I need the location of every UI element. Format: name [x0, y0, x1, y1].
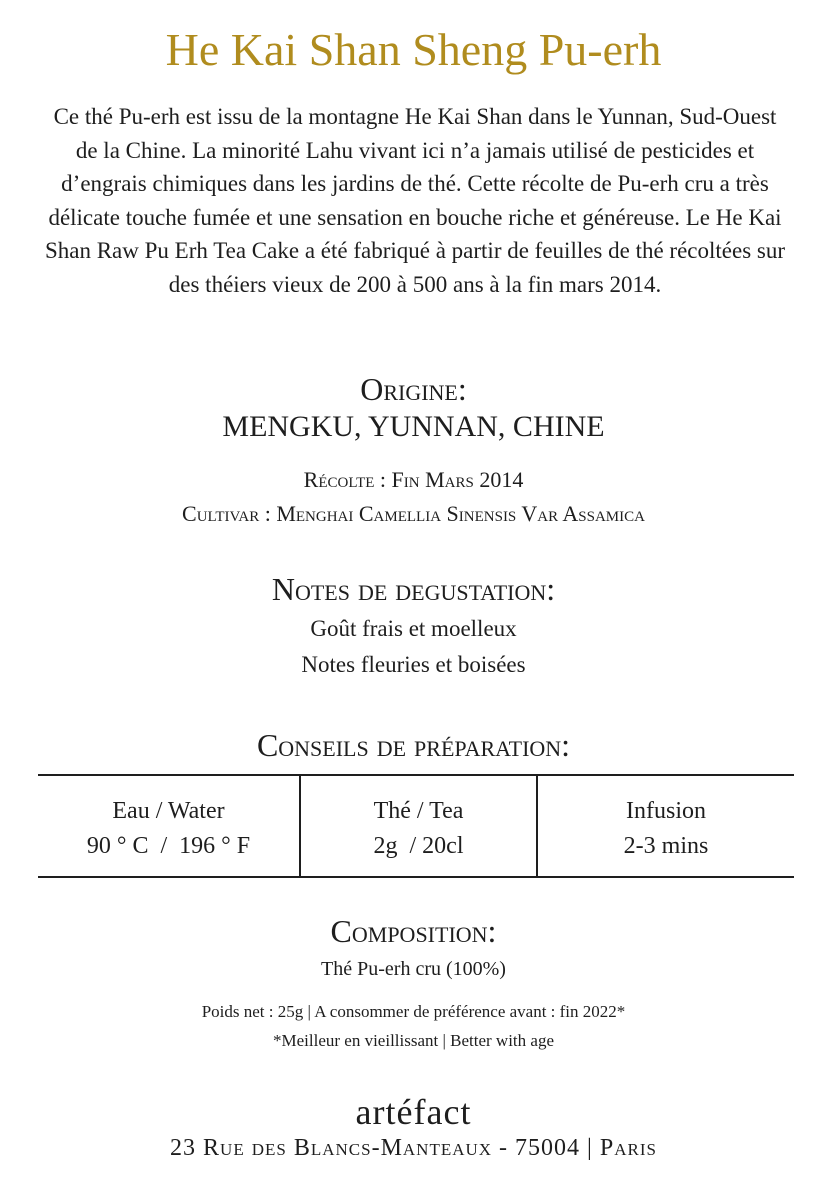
- composition-heading: Composition:: [330, 913, 497, 949]
- tasting-note: Notes fleuries et boisées: [301, 652, 526, 677]
- harvest-info: Récolte : Fin Mars 2014: [303, 467, 524, 492]
- tasting-heading: Notes de degustation:: [271, 571, 556, 607]
- origin-heading: Origine:: [360, 371, 467, 407]
- brand-address: 23 Rue des Blancs-Manteaux - 75004 | Paris: [170, 1135, 657, 1161]
- prep-cell-infusion: [538, 776, 794, 876]
- product-description: Ce thé Pu-erh est issu de la montagne He Kai Shan dans le Yunnan, Sud-Ouest de la Chine. La minorité Lahu vivant ici n’a jamais utilisé de pesticides et d’engrais chimiques dans les jardins de thé. Cette récolte de Pu-erh cru a très délicate touche fumée et une sensation en bouche riche et généreuse. Le He Kai Shan Raw Pu Erh Tea Cake a été fabriqué à partir de feuilles de thé récoltées sur des théiers vieux de 200 à 500 ans à la fin mars 2014.: [44, 104, 786, 297]
- origin-value: MENGKU, YUNNAN, CHINE: [222, 410, 605, 443]
- composition-value: Thé Pu-erh cru (100%): [321, 958, 506, 980]
- prep-label: Thé / Tea: [373, 798, 464, 824]
- tasting-note: Goût frais et moelleux: [310, 616, 517, 641]
- prep-cell-water: [38, 776, 301, 876]
- prep-label: Eau / Water: [112, 798, 225, 824]
- prep-cell-tea: [301, 776, 538, 876]
- net-weight-note: Poids net : 25g | A consommer de préférence avant : fin 2022*: [201, 1002, 626, 1021]
- aging-note: *Meilleur en vieillissant | Better with age: [273, 1031, 554, 1050]
- preparation-heading: Conseils de préparation:: [256, 727, 571, 763]
- prep-label: Infusion: [626, 798, 706, 824]
- prep-value: 2-3 mins: [623, 833, 709, 859]
- brand-name: artéfact: [355, 1092, 472, 1132]
- prep-value: 2g / 20cl: [373, 833, 464, 859]
- product-title: He Kai Shan Sheng Pu-erh: [165, 24, 662, 75]
- preparation-table: [38, 774, 794, 878]
- cultivar-info: Cultivar : Menghai Camellia Sinensis Var Assamica: [182, 501, 645, 526]
- prep-value: 90 ° C / 196 ° F: [86, 833, 251, 859]
